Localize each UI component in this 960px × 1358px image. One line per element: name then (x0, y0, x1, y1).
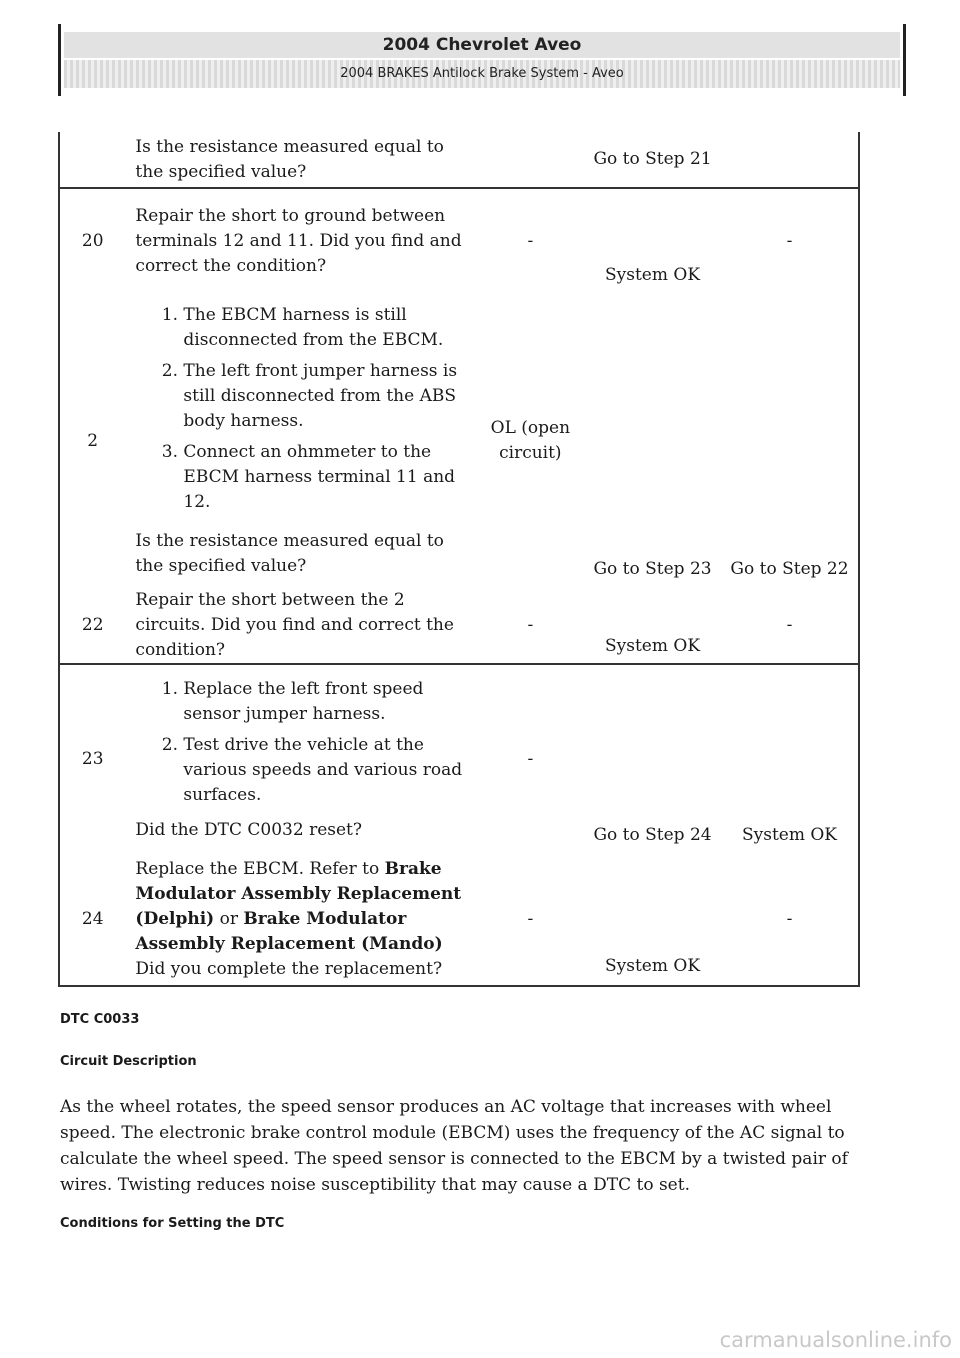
table-row-no (721, 132, 859, 188)
list-item: 1. The EBCM harness is still disconnected from the EBCM. (183, 303, 472, 353)
table-row-step: 22 (59, 588, 125, 664)
header-left-rule (58, 24, 61, 96)
reference-link-delphi[interactable]: Brake Modulator Assembly Replacement (Delphi) (135, 859, 462, 929)
procedure-list (135, 677, 472, 808)
table-row-yes: System OK (584, 188, 721, 294)
table-row-no: - (721, 188, 859, 294)
table-row-no: - (721, 588, 859, 664)
action-text: or (214, 909, 244, 929)
table-row-action (125, 664, 476, 854)
table-row-value: - (477, 854, 584, 986)
table-row-value: OL (open circuit) (490, 418, 571, 463)
watermark: carmanualsonline.info (719, 1328, 952, 1352)
table-row-action (125, 294, 476, 588)
circuit-description-text: As the wheel rotates, the speed sensor produces an AC voltage that increases with wheel speed. The electronic brake control module (EBCM) uses the frequency of the AC signal to calculate the wheel speed. The speed sensor is connected to the EBCM by a twisted pair of wires. Twisting reduces noise susceptibility that may cause a DTC to set. (60, 1097, 848, 1195)
table-row-step (59, 132, 125, 188)
circuit-description-heading: Circuit Description (60, 1054, 197, 1069)
table-row-action: Repair the short between the 2 circuits. Did you find and correct the condition? (135, 590, 454, 660)
action-text: Replace the EBCM. Refer to (135, 859, 385, 879)
table-row-value: - (477, 664, 584, 854)
table-row-step: 23 (59, 664, 125, 854)
question-text: Did you complete the replacement? (135, 959, 443, 979)
conditions-heading: Conditions for Setting the DTC (60, 1216, 285, 1231)
table-row-yes: System OK (605, 636, 701, 656)
table-row-step: 24 (59, 854, 125, 986)
table-row-value (477, 132, 584, 188)
diagnostic-table (58, 132, 860, 987)
table-row-no: System OK (721, 664, 859, 854)
table-row-action: Repair the short to ground between terminals 12 and 11. Did you find and correct the condition? (125, 188, 476, 294)
table-row-yes: System OK (584, 854, 721, 986)
document-title: 2004 Chevrolet Aveo (64, 32, 900, 58)
table-row-action (125, 854, 476, 986)
table-row-no: Go to Step 22 (721, 294, 859, 588)
list-item: 2. Test drive the vehicle at the various speeds and various road surfaces. (183, 733, 472, 808)
question-text: Did the DTC C0032 reset? (135, 819, 362, 840)
reference-link-mando[interactable]: Brake Modulator Assembly Replacement (Mando) (135, 909, 443, 954)
header-right-rule (903, 24, 906, 96)
table-row-value: - (477, 188, 584, 294)
dtc-heading: DTC C0033 (60, 1012, 140, 1027)
list-item: 2. The left front jumper harness is still disconnected from the ABS body harness. (183, 359, 472, 434)
table-row-step: 2 (59, 294, 125, 588)
table-row-step: 20 (59, 188, 125, 294)
page-header (58, 24, 906, 96)
table-row-yes: Go to Step 23 (593, 559, 712, 579)
table-row-value: - (527, 615, 534, 635)
question-text: Is the resistance measured equal to the specified value? (135, 531, 444, 576)
procedure-list (135, 303, 472, 515)
table-row-yes: Go to Step 24 (584, 664, 721, 854)
table-row-action: Is the resistance measured equal to the specified value? (135, 136, 444, 182)
table-row-yes: Go to Step 21 (593, 149, 712, 169)
list-item: 1. Replace the left front speed sensor jumper harness. (183, 677, 472, 727)
table-row-no: - (721, 854, 859, 986)
document-subtitle: 2004 BRAKES Antilock Brake System - Aveo (64, 60, 900, 88)
list-item: 3. Connect an ohmmeter to the EBCM harness terminal 11 and 12. (183, 440, 472, 515)
